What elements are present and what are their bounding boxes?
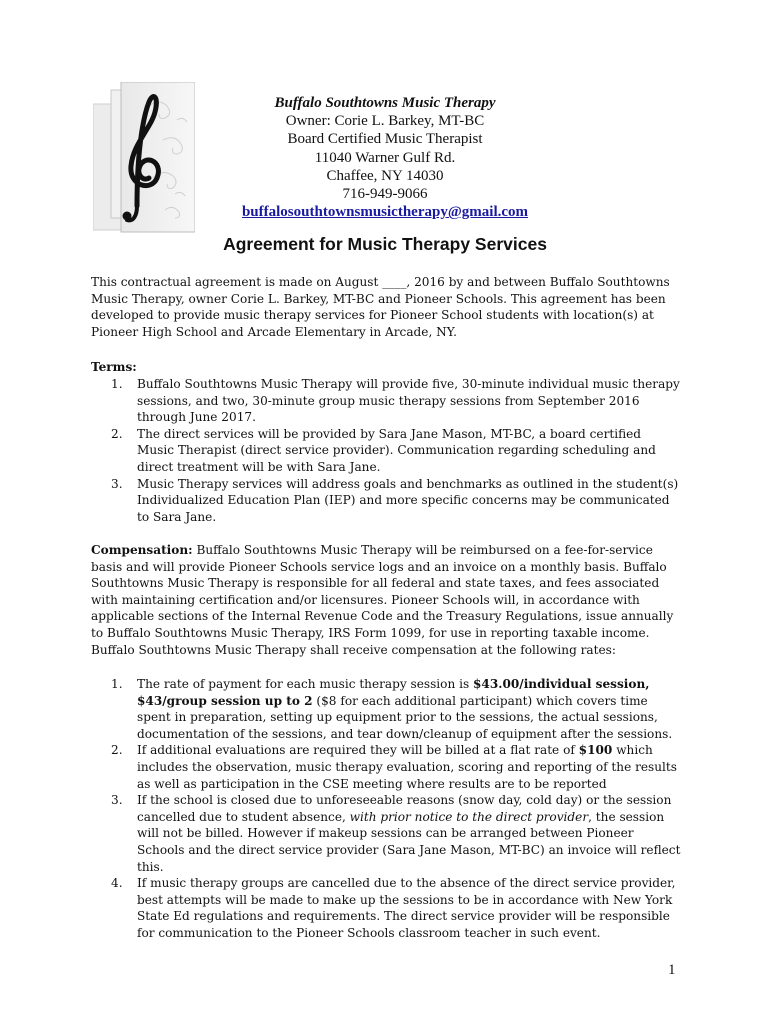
- list-number: 2.: [111, 426, 123, 441]
- list-number: 3.: [111, 476, 123, 491]
- list-item: [91, 875, 681, 941]
- list-text: ($8 for each additional participant) which covers time spent in preparation, setting up equipment prior to the sessions, the actual sessions, documentation of the sessions, and tear down/cleanup of equipment after the sessions.: [137, 693, 673, 741]
- terms-heading: Terms:: [91, 360, 137, 374]
- list-text: The rate of payment for each music therapy session is: [137, 677, 474, 691]
- document-title: Agreement for Music Therapy Services: [223, 234, 547, 254]
- credential-line: Board Certified Music Therapist: [287, 131, 483, 148]
- street-address: 11040 Warner Gulf Rd.: [314, 149, 456, 166]
- list-text: , the session will not be billed. However if makeup sessions can be arranged between Pioneer Schools and the direct service provider (Sara Jane Mason, MT-BC) an invoice will reflect this.: [137, 809, 681, 874]
- list-number: 2.: [111, 743, 123, 758]
- business-name: Buffalo Southtowns Music Therapy: [274, 95, 496, 111]
- owner-line: Owner: Corie L. Barkey, MT-BC: [285, 113, 485, 130]
- list-number: 4.: [111, 876, 123, 891]
- list-item: [91, 742, 681, 792]
- list-text: Music Therapy services will address goals and benchmarks as outlined in the student(s) Individualized Education Plan (IEP) and more specific concerns may be communicated to Sara Jane.: [137, 476, 679, 524]
- page-number: 1: [668, 962, 676, 978]
- rates-list: [91, 676, 681, 942]
- list-item: [91, 676, 681, 742]
- list-item: [91, 476, 681, 526]
- list-text: If the school is closed due to unforeseeable reasons (snow day, cold day) or the session cancelled due to student absence,: [137, 793, 672, 824]
- email-link[interactable]: buffalosouthtownsmusictherapy@gmail.com: [241, 204, 529, 221]
- list-text: which includes the observation, music therapy evaluation, scoring and reporting of the results as well as participation in the CSE meeting where results are to be reported: [137, 743, 677, 791]
- city-state-zip: Chaffee, NY 14030: [326, 167, 444, 184]
- list-item: [91, 376, 681, 426]
- list-text: If music therapy groups are cancelled due to the absence of the direct service provider, best attempts will be made to make up the sessions to be in accordance with New York State Ed regulations and requirements. The direct service provider will be responsible for communication to the Pioneer Schools classroom teacher in such event.: [137, 876, 676, 940]
- phone-number: 716-949-9066: [342, 186, 428, 203]
- list-text: The direct services will be provided by Sara Jane Mason, MT-BC, a board certified Music Therapist (direct service provider). Communication regarding scheduling and direct treatment will be with Sara Jane.: [137, 426, 656, 474]
- list-number: 1.: [111, 677, 123, 691]
- terms-list: [91, 376, 681, 525]
- list-number: 3.: [111, 793, 123, 808]
- list-text: Buffalo Southtowns Music Therapy will provide five, 30-minute individual music therapy sessions, and two, 30-minute group music therapy sessions from September 2016 through June 2017.: [137, 377, 680, 425]
- rate-amount: $43.00/individual session, $43/group session up to 2: [137, 677, 650, 708]
- list-item: [91, 426, 681, 476]
- evaluation-rate: $100: [578, 743, 613, 758]
- compensation-heading: Compensation:: [91, 543, 193, 557]
- treble-clef-logo-icon: [93, 82, 195, 238]
- compensation-paragraph: [91, 542, 683, 658]
- list-item: [91, 792, 681, 875]
- prior-notice-phrase: with prior notice to the direct provider: [349, 809, 589, 824]
- list-text: If additional evaluations are required they will be billed at a flat rate of: [137, 743, 579, 758]
- letterhead: [230, 94, 540, 221]
- compensation-text: Buffalo Southtowns Music Therapy will be reimbursed on a fee-for-service basis and will provide Pioneer Schools service logs and an invoice on a monthly basis. Buffalo Southtowns Music Therapy is responsible for all federal and state taxes, and fees associated with maintaining certification and/or licensures. Pioneer Schools will, in accordance with applicable sections of the Internal Revenue Code and the Treasury Regulations, issue annually to Buffalo Southtowns Music Therapy, IRS Form 1099, for use in reporting taxable income. Buffalo Southtowns Music Therapy shall receive compensation at the following rates:: [91, 543, 674, 657]
- intro-paragraph: This contractual agreement is made on August ____, 2016 by and between Buffalo Southtowns Music Therapy, owner Corie L. Barkey, MT-BC and Pioneer Schools. This agreement has been developed to provide music therapy services for Pioneer School students with location(s) at Pioneer High School and Arcade Elementary in Arcade, NY.: [91, 275, 670, 339]
- list-number: 1.: [111, 377, 123, 391]
